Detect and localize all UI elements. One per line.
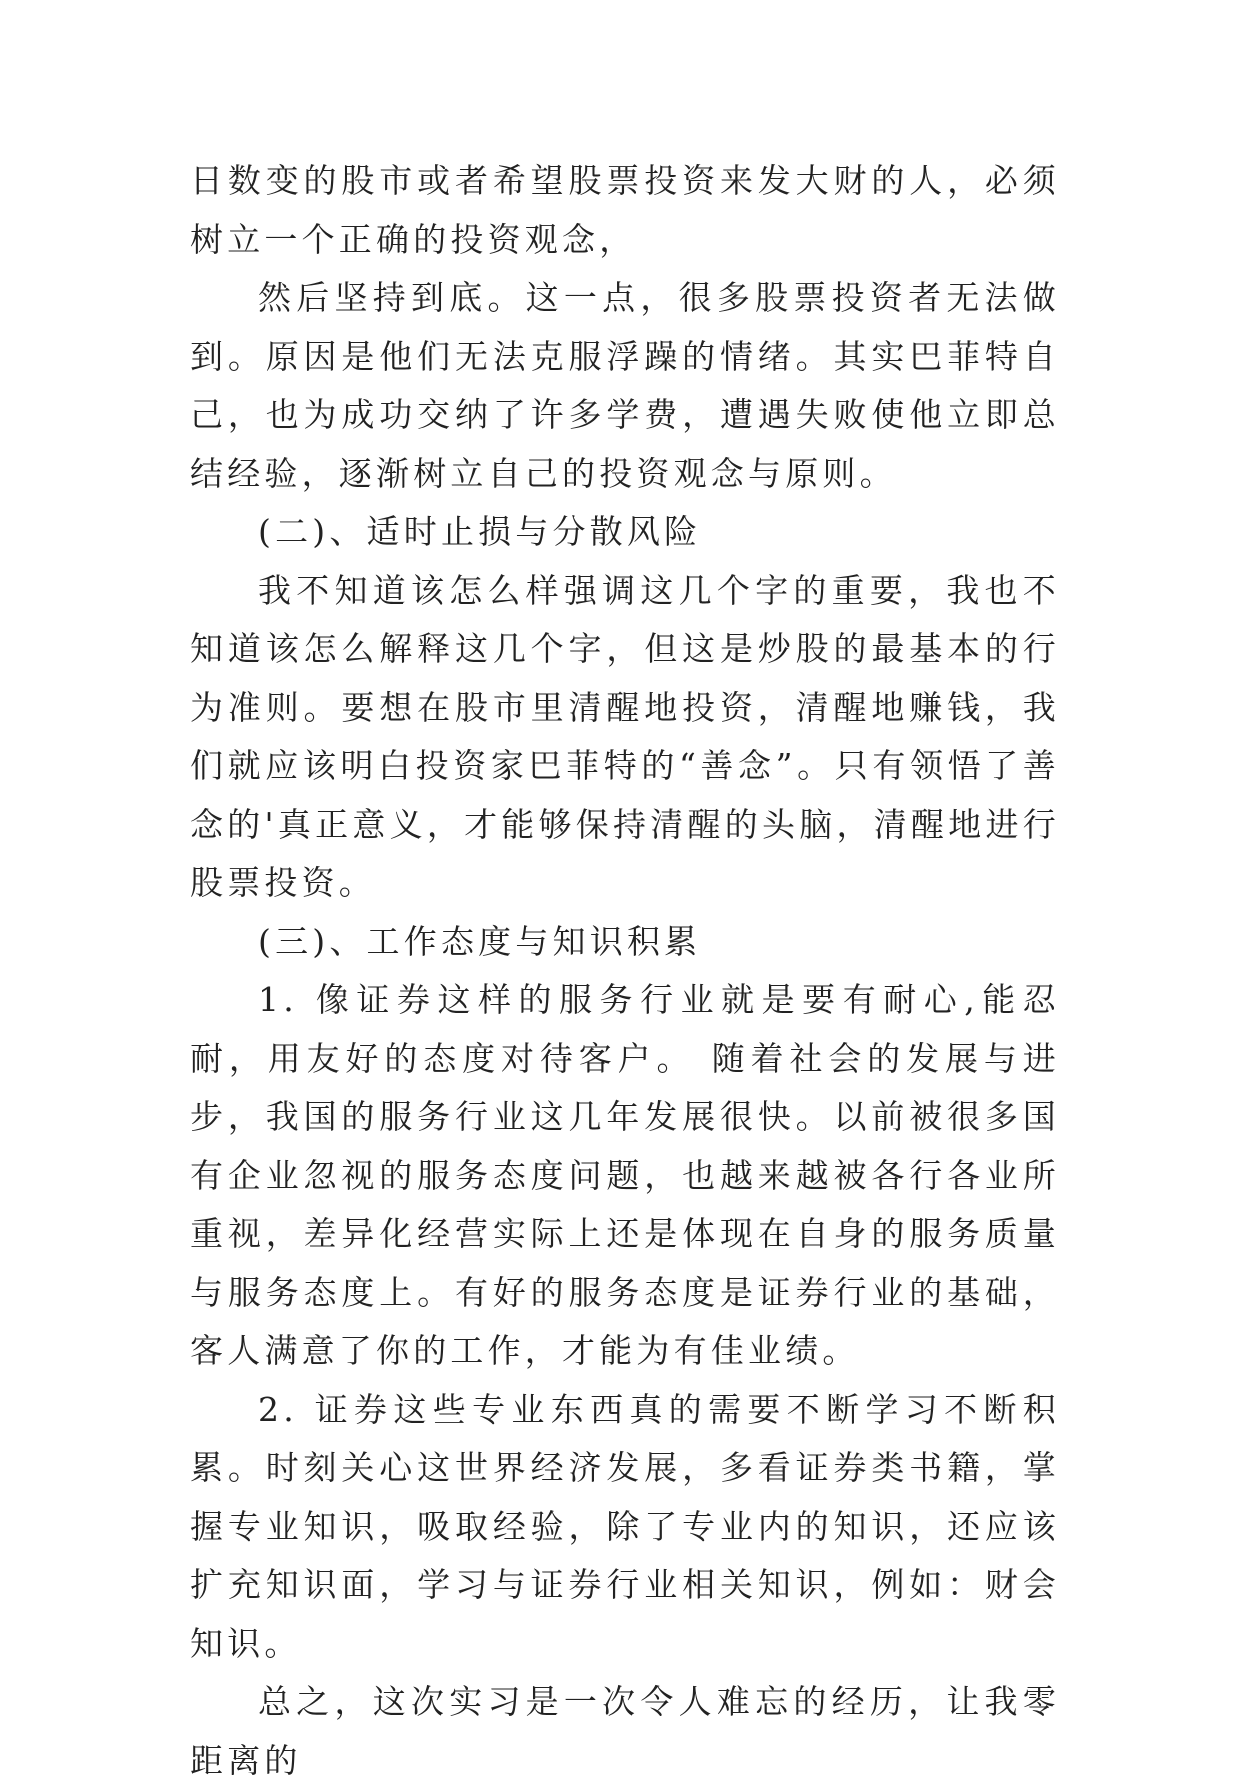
document-body <box>190 152 1060 1790</box>
paragraph-1: 日数变的股市或者希望股票投资来发大财的人，必须树立一个正确的投资观念， <box>190 161 1060 259</box>
paragraph-2: 然后坚持到底。这一点，很多股票投资者无法做到。原因是他们无法克服浮躁的情绪。其实巴菲特自己，也为成功交纳了许多学费，遭遇失败使他立即总结经验，逐渐树立自己的投资观念与原则。 <box>190 278 1060 493</box>
section-heading-3: (三)、工作态度与知识积累 <box>258 921 702 961</box>
paragraph-3: 我不知道该怎么样强调这几个字的重要，我也不知道该怎么解释这几个字，但这是炒股的最基本的行为准则。要想在股市里清醒地投资，清醒地赚钱，我们就应该明白投资家巴菲特的“善念”。只有领悟了善念的'真正意义，才能够保持清醒的头脑，清醒地进行股票投资。 <box>190 570 1060 902</box>
paragraph-6: 总之，这次实习是一次令人难忘的经历，让我零距离的 <box>190 1682 1060 1780</box>
paragraph-4: 1. 像证券这样的服务行业就是要有耐心,能忍耐，用友好的态度对待客户。 随着社会的发展与进步，我国的服务行业这几年发展很快。以前被很多国有企业忽视的服务态度问题，也越来越被各行各业所重视，差异化经营实际上还是体现在自身的服务质量与服务态度上。有好的服务态度是证券行业的基础，客人满意了你的工作，才能为有佳业绩。 <box>190 980 1060 1370</box>
section-heading-2: (二)、适时止损与分散风险 <box>258 512 702 551</box>
paragraph-5: 2. 证券这些专业东西真的需要不断学习不断积累。时刻关心这世界经济发展，多看证券类书籍，掌握专业知识，吸取经验，除了专业内的知识，还应该扩充知识面，学习与证券行业相关知识，例如：财会知识。 <box>190 1389 1061 1663</box>
